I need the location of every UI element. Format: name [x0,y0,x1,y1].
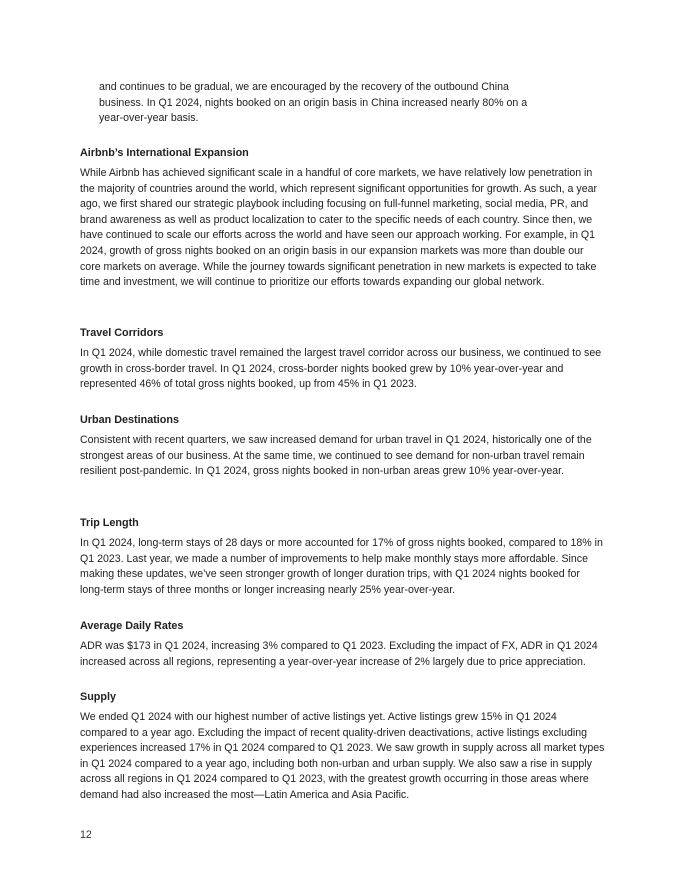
section-heading-supply: Supply [80,691,116,703]
section-body-trip-length: In Q1 2024, long-term stays of 28 days or more accounted for 17% of gross nights booked, compared to 18% in Q1 2023. Last year, we made a number of improvements to help make monthly stays more affordable. Since making these updates, we’ve seen stronger growth of longer duration trips, with Q1 2024 nights booked for long-term stays of three months or longer increasing nearly 25% year-over-year. [80,537,603,596]
intro-paragraph: and continues to be gradual, we are encouraged by the recovery of the outbound China business. In Q1 2024, nights booked on an origin basis in China increased nearly 80% on a year-over-year basis. [99,81,528,125]
section-body-urban-destinations: Consistent with recent quarters, we saw increased demand for urban travel in Q1 2024, historically one of the strongest areas of our business. At the same time, we continued to see demand for non-urban travel remain resilient post-pandemic. In Q1 2024, gross nights booked in non-urban areas grew 10% year-over-year. [80,434,592,478]
section-heading-international-expansion: Airbnb’s International Expansion [80,147,249,159]
section-body-travel-corridors: In Q1 2024, while domestic travel remained the largest travel corridor across our business, we continued to see growth in cross-border travel. In Q1 2024, cross-border nights booked grew by 10% year-over-year and represented 46% of total gross nights booked, up from 45% in Q1 2023. [80,347,602,391]
section-body-supply: We ended Q1 2024 with our highest number of active listings yet. Active listings grew 15% in Q1 2024 compared to a year ago. Excluding the impact of recent quality-driven deactivations, active listings excluding experiences increased 17% in Q1 2024 compared to Q1 2023. We saw growth in supply across all market types in Q1 2024 compared to a year ago, including both non-urban and urban supply. We also saw a rise in supply across all regions in Q1 2024 compared to Q1 2023, with the greatest growth occurring in those areas where demand had also increased the most—Latin America and Asia Pacific. [80,711,605,801]
section-heading-urban-destinations: Urban Destinations [80,414,179,426]
section-heading-travel-corridors: Travel Corridors [80,327,164,339]
section-body-international-expansion: While Airbnb has achieved significant scale in a handful of core markets, we have relatively low penetration in the majority of countries around the world, which represent significant opportunities for growth. As such, a year ago, we first shared our strategic playbook including focusing on full-funnel marketing, social media, PR, and brand awareness as well as product localization to cater to the specific needs of each country. Since then, we have continued to scale our efforts across the world and have seen our approach working. For example, in Q1 2024, growth of gross nights booked on an origin basis in our expansion markets was more than double our core markets on average. While the journey towards significant penetration in new markets is expected to take time and investment, we will continue to prioritize our efforts towards expanding our global network. [80,167,598,289]
section-body-average-daily-rates: ADR was $173 in Q1 2024, increasing 3% compared to Q1 2023. Excluding the impact of FX, ADR in Q1 2024 increased across all regions, representing a year-over-year increase of 2% largely due to price appreciation. [80,640,598,668]
page-number: 12 [80,829,92,841]
section-heading-trip-length: Trip Length [80,517,139,529]
section-heading-average-daily-rates: Average Daily Rates [80,620,184,632]
